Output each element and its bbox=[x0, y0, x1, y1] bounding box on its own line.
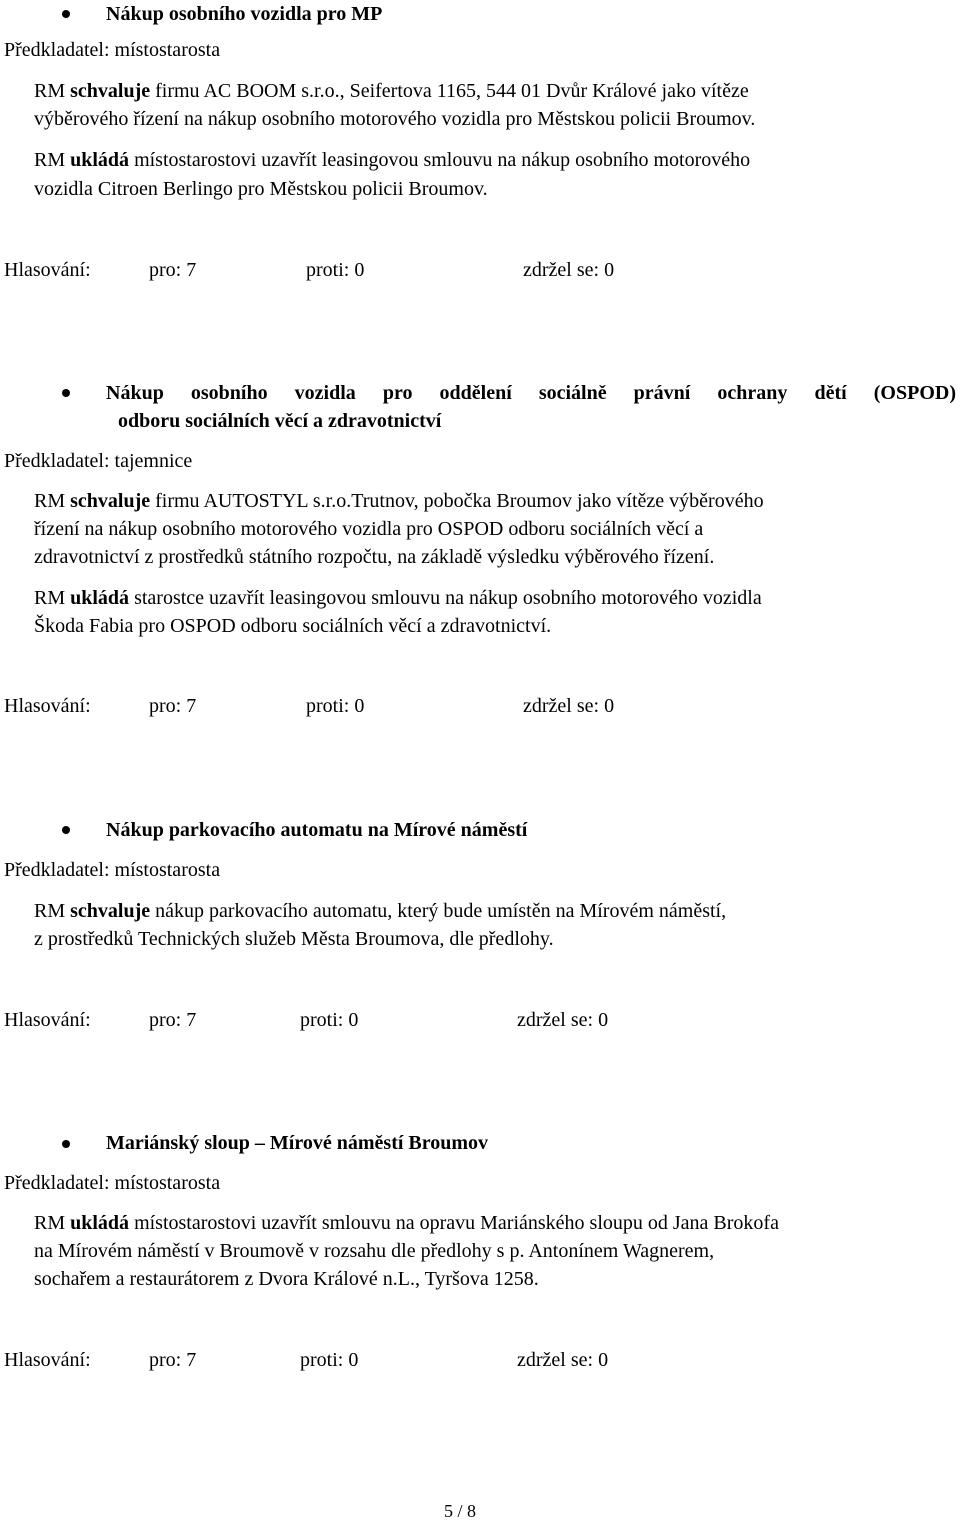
item-2-title-l2: odboru sociálních věcí a zdravotnictví bbox=[118, 410, 442, 432]
item-4-p1-l3: sochařem a restaurátorem z Dvora Králové n.L., Tyršova 1258. bbox=[34, 1268, 539, 1290]
vote-label: Hlasování: bbox=[4, 695, 91, 717]
item-4-title: Mariánský sloup – Mírové náměstí Broumov bbox=[106, 1132, 489, 1154]
vote-zdrzel: zdržel se: 0 bbox=[517, 1349, 609, 1371]
bullet-4 bbox=[62, 1140, 70, 1148]
page-number: 5 / 8 bbox=[444, 1501, 477, 1521]
item-2-p1-l1: RM schvaluje firmu AUTOSTYL s.r.o.Trutnov, pobočka Broumov jako vítěze výběrového bbox=[34, 490, 764, 512]
item-2-p1-l3: zdravotnictví z prostředků státního rozpočtu, na základě výsledku výběrového řízení. bbox=[34, 546, 715, 568]
vote-pro: pro: 7 bbox=[149, 695, 197, 717]
item-2-p1-l2: řízení na nákup osobního motorového vozidla pro OSPOD odboru sociálních věcí a bbox=[34, 518, 704, 540]
item-3-vote bbox=[4, 1006, 704, 1034]
item-2-predkladatel: Předkladatel: tajemnice bbox=[4, 450, 193, 472]
item-1-p1-l2: výběrového řízení na nákup osobního motorového vozidla pro Městskou policii Broumov. bbox=[34, 108, 756, 130]
bullet-3 bbox=[62, 826, 70, 834]
item-3-p1-l2: z prostředků Technických služeb Města Broumova, dle předlohy. bbox=[34, 928, 554, 950]
vote-label: Hlasování: bbox=[4, 1349, 91, 1371]
vote-proti: proti: 0 bbox=[300, 1349, 359, 1371]
item-1-p1-l1: RM schvaluje firmu AC BOOM s.r.o., Seifertova 1165, 544 01 Dvůr Králové jako vítěze bbox=[34, 80, 749, 102]
vote-proti: proti: 0 bbox=[306, 695, 365, 717]
vote-proti: proti: 0 bbox=[306, 259, 365, 281]
bullet-1 bbox=[62, 10, 70, 18]
item-4-predkladatel: Předkladatel: místostarosta bbox=[4, 1172, 221, 1194]
vote-pro: pro: 7 bbox=[149, 1349, 197, 1371]
vote-zdrzel: zdržel se: 0 bbox=[523, 259, 615, 281]
item-1-title: Nákup osobního vozidla pro MP bbox=[106, 3, 383, 25]
item-4-p1-l1: RM ukládá místostarostovi uzavřít smlouvu na opravu Mariánského sloupu od Jana Brokofa bbox=[34, 1212, 779, 1234]
item-1-p2-l1: RM ukládá místostarostovi uzavřít leasingovou smlouvu na nákup osobního motorového bbox=[34, 149, 751, 171]
vote-pro: pro: 7 bbox=[149, 1009, 197, 1031]
bullet-2 bbox=[62, 389, 70, 397]
item-4-vote bbox=[4, 1346, 704, 1374]
item-3-p1-l1: RM schvaluje nákup parkovacího automatu, který bude umístěn na Mírovém náměstí, bbox=[34, 900, 727, 922]
item-2-p2-l1: RM ukládá starostce uzavřít leasingovou smlouvu na nákup osobního motorového vozidla bbox=[34, 587, 762, 609]
vote-proti: proti: 0 bbox=[300, 1009, 359, 1031]
item-4-p1-l2: na Mírovém náměstí v Broumově v rozsahu dle předlohy s p. Antonínem Wagnerem, bbox=[34, 1240, 715, 1262]
vote-label: Hlasování: bbox=[4, 1009, 91, 1031]
vote-zdrzel: zdržel se: 0 bbox=[523, 695, 615, 717]
item-2-title-l1: Nákup osobního vozidla pro oddělení sociálně právní ochrany dětí (OSPOD) bbox=[106, 382, 956, 404]
item-1-vote bbox=[4, 256, 704, 284]
item-3-title: Nákup parkovacího automatu na Mírové náměstí bbox=[106, 819, 528, 841]
vote-label: Hlasování: bbox=[4, 259, 91, 281]
item-2-vote bbox=[4, 692, 704, 720]
vote-pro: pro: 7 bbox=[149, 259, 197, 281]
item-2-p2-l2: Škoda Fabia pro OSPOD odboru sociálních věcí a zdravotnictví. bbox=[34, 615, 552, 637]
vote-zdrzel: zdržel se: 0 bbox=[517, 1009, 609, 1031]
item-1-p2-l2: vozidla Citroen Berlingo pro Městskou policii Broumov. bbox=[34, 178, 488, 200]
item-3-predkladatel: Předkladatel: místostarosta bbox=[4, 859, 221, 881]
item-1-predkladatel: Předkladatel: místostarosta bbox=[4, 39, 221, 61]
